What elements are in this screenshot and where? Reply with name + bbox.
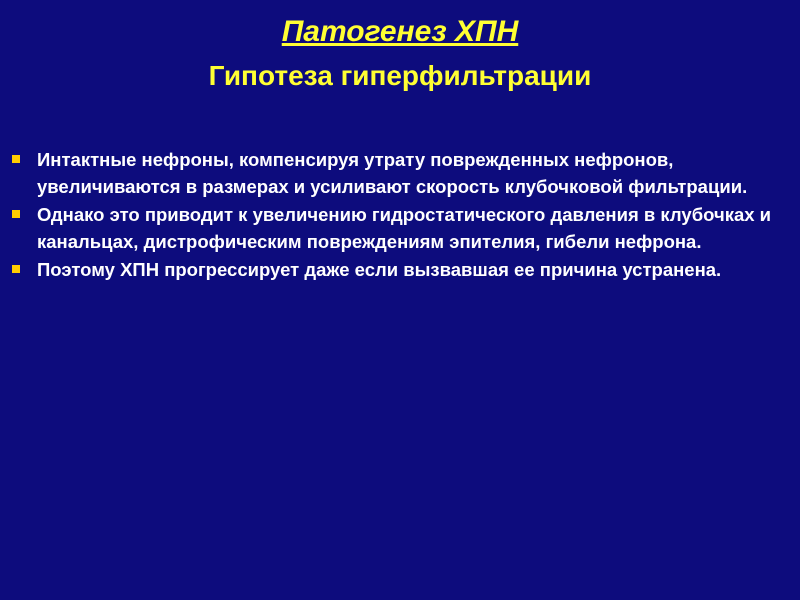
square-bullet-icon xyxy=(12,210,20,218)
bullet-item xyxy=(12,147,792,200)
bullet-list xyxy=(12,147,792,286)
bullet-text: Однако это приводит к увеличению гидростатического давления в клубочках и канальцах, дистрофическим повреждениям эпителия, гибели нефрона. xyxy=(37,204,772,252)
square-bullet-icon xyxy=(12,155,20,163)
bullet-text: Поэтому ХПН прогрессирует даже если вызвавшая ее причина устранена. xyxy=(37,259,722,280)
bullet-item xyxy=(12,202,792,255)
slide-subtitle: Гипотеза гиперфильтрации xyxy=(208,60,592,91)
slide-title: Патогенез ХПН xyxy=(281,15,519,48)
bullet-item xyxy=(12,257,792,284)
bullet-text: Интактные нефроны, компенсируя утрату поврежденных нефронов, увеличиваются в размерах и усиливают скорость клубочковой фильтрации. xyxy=(37,149,748,197)
square-bullet-icon xyxy=(12,265,20,273)
